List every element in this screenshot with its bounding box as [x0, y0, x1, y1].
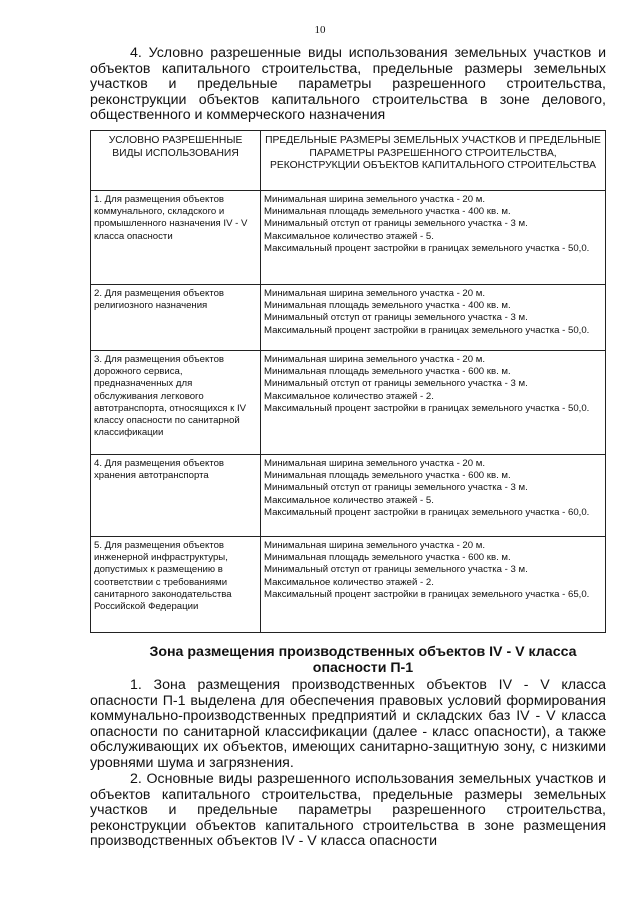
parameter-line: Максимальное количество этажей - 2. [264, 576, 434, 588]
parameter-line: Максимальный процент застройки в границах земельного участка - 50,0. [264, 402, 590, 414]
table-row [91, 351, 606, 455]
section-4-paragraph: 4. Условно разрешенные виды использования земельных участков и объектов капитального строительства, предельные размеры земельных участков и предельные параметры разрешенного строительства, реконструкции объектов капитального строительства в зоне делового, общественного и коммерческого назначения [90, 45, 606, 124]
parameters-cell [261, 191, 606, 285]
parameter-line: Максимальный процент застройки в границах земельного участка - 50,0. [264, 242, 590, 254]
parameter-line: Максимальный процент застройки в границах земельного участка - 60,0. [264, 506, 590, 518]
parameter-line: Максимальное количество этажей - 5. [264, 230, 434, 242]
permitted-use-cell: 5. Для размещения объектов инженерной инфраструктуры, допустимых к размещению в соответствии с требованиями санитарного законодательства Российской Федерации [91, 537, 261, 633]
zoning-table [90, 130, 606, 633]
parameter-line: Минимальная ширина земельного участка - 20 м. [264, 458, 486, 469]
parameter-line: Минимальная площадь земельного участка - 400 кв. м. [264, 206, 511, 218]
parameter-line: Максимальный процент застройки в границах земельного участка - 65,0. [264, 588, 590, 600]
parameter-line: Максимальное количество этажей - 5. [264, 494, 434, 506]
parameter-line: Минимальный отступ от границы земельного участка - 3 м. [264, 482, 528, 494]
permitted-use-cell: 2. Для размещения объектов религиозного назначения [91, 285, 261, 351]
parameter-line: Минимальная ширина земельного участка - 20 м. [264, 540, 486, 551]
parameter-line: Минимальная площадь земельного участка - 600 кв. м. [264, 470, 511, 482]
page-number: 10 [314, 24, 326, 36]
paragraph-2: 2. Основные виды разрешенного использования земельных участков и объектов капитального строительства, предельные размеры земельных участков и предельные параметры разрешенного строительства, реконструкции объектов капитального строительства в зоне размещения производственных объектов IV - V класса опасности [90, 771, 606, 850]
header-limit-parameters: ПРЕДЕЛЬНЫЕ РАЗМЕРЫ ЗЕМЕЛЬНЫХ УЧАСТКОВ И ПРЕДЕЛЬНЫЕ ПАРАМЕТРЫ РАЗРЕШЕННОГО СТРОИТЕЛЬСТВА, РЕКОНСТРУКЦИИ ОБЪЕКТОВ КАПИТАЛЬНОГО СТРОИТЕЛЬСТВА [261, 131, 606, 191]
parameter-line: Максимальное количество этажей - 2. [264, 390, 434, 402]
parameters-cell [261, 455, 606, 537]
permitted-use-cell: 4. Для размещения объектов хранения автотранспорта [91, 455, 261, 537]
parameters-cell [261, 537, 606, 633]
parameter-line: Минимальный отступ от границы земельного участка - 3 м. [264, 378, 528, 390]
parameters-cell [261, 351, 606, 455]
parameter-line: Минимальная ширина земельного участка - 20 м. [264, 354, 486, 365]
table-header-row [91, 131, 606, 191]
paragraph-1: 1. Зона размещения производственных объектов IV - V класса опасности П-1 выделена для обеспечения правовых условий формирования коммунально-производственных предприятий и складских баз IV - V класса опасности по санитарной классификации (далее - класс опасности), а также обслуживающих их объектов, имеющих санитарно-защитную зону, с низкими уровнями шума и загрязнения. [90, 677, 606, 771]
parameter-line: Минимальная площадь земельного участка - 400 кв. м. [264, 300, 511, 312]
table-row [91, 191, 606, 285]
parameter-line: Минимальная ширина земельного участка - 20 м. [264, 194, 486, 205]
parameter-line: Минимальная ширина земельного участка - 20 м. [264, 288, 486, 299]
header-permitted-uses: УСЛОВНО РАЗРЕШЕННЫЕ ВИДЫ ИСПОЛЬЗОВАНИЯ [91, 131, 261, 191]
parameter-line: Максимальный процент застройки в границах земельного участка - 50,0. [264, 324, 590, 336]
parameter-line: Минимальный отступ от границы земельного участка - 3 м. [264, 218, 528, 230]
parameters-cell [261, 285, 606, 351]
permitted-use-cell: 1. Для размещения объектов коммунального, складского и промышленного назначения IV - V класса опасности [91, 191, 261, 285]
table-row [91, 285, 606, 351]
parameter-line: Минимальный отступ от границы земельного участка - 3 м. [264, 564, 528, 576]
table-row [91, 537, 606, 633]
permitted-use-cell: 3. Для размещения объектов дорожного сервиса, предназначенных для обслуживания легкового автотранспорта, относящихся к IV классу опасности по санитарной классификации [91, 351, 261, 455]
table-row [91, 455, 606, 537]
zone-heading: Зона размещения производственных объектов IV - V класса опасности П-1 [149, 644, 577, 676]
parameter-line: Минимальная площадь земельного участка - 600 кв. м. [264, 366, 511, 378]
parameter-line: Минимальная площадь земельного участка - 600 кв. м. [264, 552, 511, 564]
parameter-line: Минимальный отступ от границы земельного участка - 3 м. [264, 312, 528, 324]
